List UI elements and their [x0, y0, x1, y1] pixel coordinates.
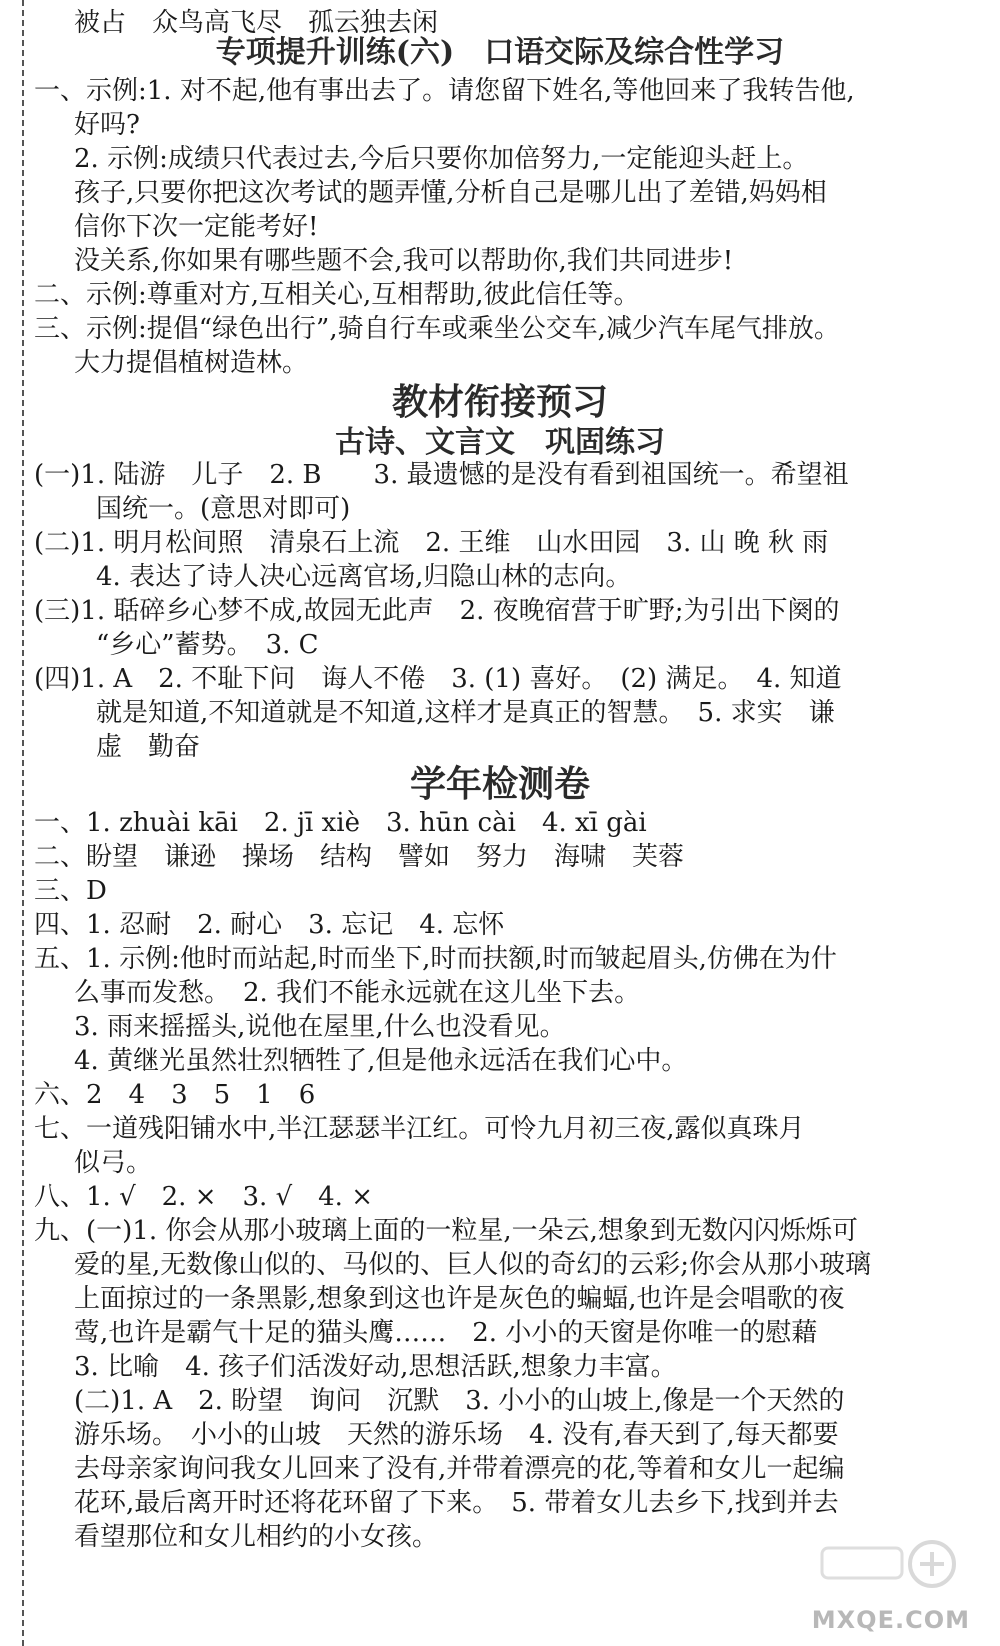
dashed-margin-rule: [22, 0, 24, 1646]
text-line: 虚 勤奋: [96, 732, 201, 762]
text-line: 被占 众鸟高飞尽 孤云独去闲: [74, 8, 439, 38]
text-line: 莺,也许是霸气十足的猫头鹰…… 2. 小小的天窗是你唯一的慰藉: [74, 1318, 818, 1348]
text-line: 似弓。: [74, 1148, 153, 1178]
text-line: 3. 比喻 4. 孩子们活泼好动,思想活跃,想象力丰富。: [74, 1352, 677, 1382]
text-line: 一、1. zhuài kāi 2. jī xiè 3. hūn cài 4. xī gài: [34, 808, 647, 838]
watermark-logo-icon: [802, 1536, 972, 1606]
section-heading-year-test: 学年检测卷: [409, 763, 590, 805]
text-line: 游乐场。 小小的山坡 天然的游乐场 4. 没有,春天到了,每天都要: [74, 1420, 839, 1450]
text-line: 孩子,只要你把这次考试的题弄懂,分析自己是哪儿出了差错,妈妈相: [74, 178, 827, 208]
watermark-text: MXQE.COM: [811, 1606, 970, 1634]
text-line: (三)1. 聒碎乡心梦不成,故园无此声 2. 夜晚宿营于旷野;为引出下阕的: [34, 596, 840, 626]
text-line: 信你下次一定能考好!: [74, 212, 319, 242]
text-line: 爱的星,无数像山似的、马似的、巨人似的奇幻的云彩;你会从那小玻璃: [74, 1250, 872, 1280]
text-line: 4. 表达了诗人决心远离官场,归隐山林的志向。: [96, 562, 632, 592]
text-line: 大力提倡植树造林。: [74, 348, 309, 378]
text-line: 二、示例:尊重对方,互相关心,互相帮助,彼此信任等。: [34, 280, 640, 310]
section-heading-special-training: 专项提升训练(六) 口语交际及综合性学习: [215, 35, 785, 70]
text-line: 七、一道残阳铺水中,半江瑟瑟半江红。可怜九月初三夜,露似真珠月: [34, 1114, 805, 1144]
text-line: 去母亲家询问我女儿回来了没有,并带着漂亮的花,等着和女儿一起编: [74, 1454, 845, 1484]
text-line: 看望那位和女儿相约的小女孩。: [74, 1522, 439, 1552]
section-heading-ancient-poems: 古诗、文言文 巩固练习: [335, 425, 665, 460]
text-line: 六、2 4 3 5 1 6: [34, 1080, 316, 1110]
text-line: 没关系,你如果有哪些题不会,我可以帮助你,我们共同进步!: [74, 246, 734, 276]
text-line: 2. 示例:成绩只代表过去,今后只要你加倍努力,一定能迎头赶上。: [74, 144, 809, 174]
text-line: (二)1. 明月松间照 清泉石上流 2. 王维 山水田园 3. 山 晚 秋 雨: [34, 528, 829, 558]
text-line: (四)1. A 2. 不耻下问 诲人不倦 3. (1) 喜好。 (2) 满足。 4. 知道: [34, 664, 842, 694]
text-line: 二、盼望 谦逊 操场 结构 譬如 努力 海啸 芙蓉: [34, 842, 685, 872]
text-line: 一、示例:1. 对不起,他有事出去了。请您留下姓名,等他回来了我转告他,: [34, 76, 855, 106]
text-line: 四、1. 忍耐 2. 耐心 3. 忘记 4. 忘怀: [34, 910, 505, 940]
text-line: “乡心”蓄势。 3. C: [96, 630, 319, 660]
text-line: 4. 黄继光虽然壮烈牺牲了,但是他永远活在我们心中。: [74, 1046, 688, 1076]
text-line: 三、示例:提倡“绿色出行”,骑自行车或乘坐公交车,减少汽车尾气排放。: [34, 314, 840, 344]
text-line: 三、D: [34, 876, 107, 906]
text-line: 就是知道,不知道就是不知道,这样才是真正的智慧。 5. 求实 谦: [96, 698, 835, 728]
text-line: 五、1. 示例:他时而站起,时而坐下,时而扶额,时而皱起眉头,仿佛在为什: [34, 944, 837, 974]
text-line: (二)1. A 2. 盼望 询问 沉默 3. 小小的山坡上,像是一个天然的: [74, 1386, 845, 1416]
text-line: 3. 雨来摇摇头,说他在屋里,什么也没看见。: [74, 1012, 566, 1042]
text-line: 九、(一)1. 你会从那小玻璃上面的一粒星,一朵云,想象到无数闪闪烁烁可: [34, 1216, 858, 1246]
text-line: (一)1. 陆游 儿子 2. B 3. 最遗憾的是没有看到祖国统一。希望祖: [34, 460, 849, 490]
section-heading-textbook-preview: 教材衔接预习: [391, 381, 608, 423]
text-line: 花环,最后离开时还将花环留了下来。 5. 带着女儿去乡下,找到并去: [74, 1488, 839, 1518]
text-line: 么事而发愁。 2. 我们不能永远就在这儿坐下去。: [74, 978, 641, 1008]
text-line: 国统一。(意思对即可): [96, 494, 351, 524]
text-line: 上面掠过的一条黑影,想象到这也许是灰色的蝙蝠,也许是会唱歌的夜: [74, 1284, 845, 1314]
text-line: 好吗?: [74, 110, 140, 140]
text-line: 八、1. √ 2. × 3. √ 4. ×: [34, 1182, 373, 1212]
